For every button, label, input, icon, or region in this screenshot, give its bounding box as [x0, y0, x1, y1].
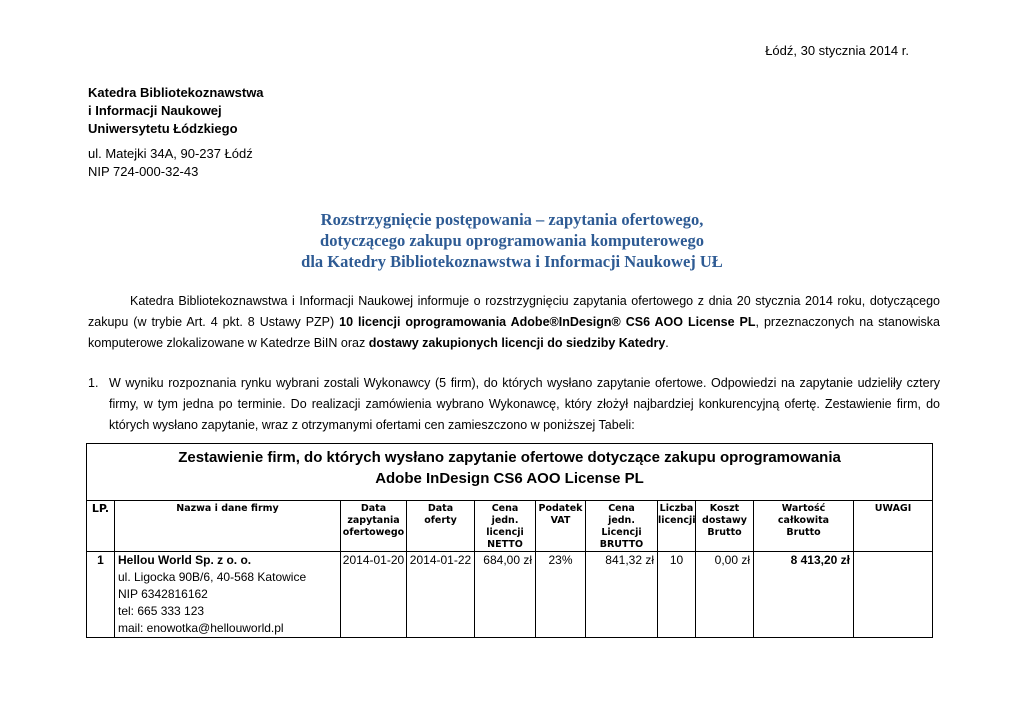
header-label-line: jedn. [491, 515, 519, 526]
header-label-line: Licencji [601, 527, 642, 538]
list-item-number: 1. [88, 376, 99, 390]
header-count [658, 501, 696, 552]
cell-vat: 23% [536, 552, 586, 638]
address-line: ul. Matejki 34A, 90-237 Łódź [88, 146, 253, 161]
header-price-net [475, 501, 536, 552]
firm-phone: tel: 665 333 123 [118, 604, 205, 618]
table-header-row [87, 501, 933, 552]
header-label-line: licencji [486, 527, 524, 538]
org-line: i Informacji Naukowej [88, 103, 222, 118]
document-title [88, 209, 936, 272]
header-label-line: Podatek [538, 503, 583, 514]
offers-table [86, 443, 933, 638]
header-label-line: Cena [491, 503, 519, 514]
header-date-request [341, 501, 407, 552]
caption-line: Zestawienie firm, do których wysłano zapytanie ofertowe dotyczące zakupu oprogramowania [178, 449, 841, 466]
cell-delivery: 0,00 zł [696, 552, 754, 638]
cell-lp: 1 [87, 552, 115, 638]
firm-address: ul. Ligocka 90B/6, 40-568 Katowice [118, 570, 307, 584]
header-vat [536, 501, 586, 552]
header-label-line: ofertowego [342, 527, 405, 538]
cell-notes [854, 552, 933, 638]
firm-name: Hellou World Sp. z o. o. [118, 553, 252, 567]
header-label-line: Brutto [707, 527, 742, 538]
header-label-line: dostawy [702, 515, 747, 526]
cell-date-request: 2014-01-20 [341, 552, 407, 638]
org-line: Uniwersytetu Łódzkiego [88, 121, 238, 136]
header-label-line: Data [360, 503, 387, 514]
cell-total: 8 413,20 zł [754, 552, 854, 638]
header-price-gross [586, 501, 658, 552]
title-line: dotyczącego zakupu oprogramowania komputerowego [320, 231, 704, 250]
intro-bold-product: 10 licencji oprogramowania Adobe®InDesign® CS6 AOO License PL [339, 315, 756, 329]
header-label-line: oferty [424, 515, 457, 526]
header-label-line: zapytania [347, 515, 400, 526]
nip-line: NIP 724-000-32-43 [88, 164, 199, 179]
intro-paragraph [88, 291, 940, 354]
header-label-line: Data [427, 503, 454, 514]
title-line: dla Katedry Bibliotekoznawstwa i Informacji Naukowej UŁ [301, 252, 723, 271]
org-line: Katedra Bibliotekoznawstwa [88, 85, 264, 100]
caption-line: Adobe InDesign CS6 AOO License PL [375, 470, 644, 487]
header-label-line: Brutto [786, 527, 821, 538]
header-delivery [696, 501, 754, 552]
table-caption [87, 444, 933, 501]
header-label-line: licencji [658, 515, 696, 526]
header-label-line: LP. [91, 502, 110, 515]
header-label-line: Liczba [659, 503, 694, 514]
intro-text: . [665, 336, 669, 350]
cell-price-net: 684,00 zł [475, 552, 536, 638]
header-label-line: jedn. [608, 515, 635, 526]
cell-date-offer: 2014-01-22 [407, 552, 475, 638]
list-item-text: W wyniku rozpoznania rynku wybrani zostali Wykonawcy (5 firm), do których wysłano zapytanie ofertowe. Odpowiedzi na zapytanie udzieliły cztery firmy, w tym jedna po terminie. Do realizacji zamówienia wybrano Wykonawcę, który złożył najbardziej konkurencyjną ofertę. Zestawienie firm, do których wysłano zapytanie, wraz z otrzymanymi ofertami cen zamieszczono w poniższej Tabeli: [109, 376, 940, 432]
intro-text: Katedra Bibliotekoznawstwa i Informacji Naukowej informuje o rozstrzygnięciu zapytania ofertowego z dnia 20 stycznia 2014 roku, dotyczącego zakupu (w trybie Art. 4 pkt. 8 Ustawy PZP) [88, 294, 940, 329]
header-label-line: Cena [608, 503, 635, 514]
cell-firm [115, 552, 341, 638]
table-row [87, 552, 933, 638]
header-label-line: Koszt [709, 503, 740, 514]
header-label-line: Nazwa i dane firmy [176, 503, 279, 514]
header-notes [854, 501, 933, 552]
document-date: Łódź, 30 stycznia 2014 r. [765, 43, 909, 58]
firm-email: mail: enowotka@hellouworld.pl [118, 621, 284, 635]
intro-text: , przeznaczonych na stanowiska komputerowe zlokalizowane w Katedrze BiIN oraz [88, 315, 940, 350]
header-label-line: całkowita [777, 515, 830, 526]
header-label-line: NETTO [487, 539, 523, 550]
header-label-line: VAT [550, 515, 571, 526]
header-date-offer [407, 501, 475, 552]
header-lp [87, 501, 115, 552]
header-total [754, 501, 854, 552]
list-item-1 [88, 373, 940, 436]
cell-price-gross: 841,32 zł [586, 552, 658, 638]
header-label-line: BRUTTO [599, 539, 644, 550]
firm-nip: NIP 6342816162 [118, 587, 208, 601]
header-label-line: Wartość [781, 503, 826, 514]
intro-bold-delivery: dostawy zakupionych licencji do siedziby Katedry [368, 336, 666, 350]
cell-count: 10 [658, 552, 696, 638]
header-firm [115, 501, 341, 552]
title-line: Rozstrzygnięcie postępowania – zapytania ofertowego, [320, 210, 704, 229]
organization-address [88, 145, 253, 181]
header-label-line: UWAGI [874, 503, 912, 514]
organization-name [88, 84, 264, 138]
